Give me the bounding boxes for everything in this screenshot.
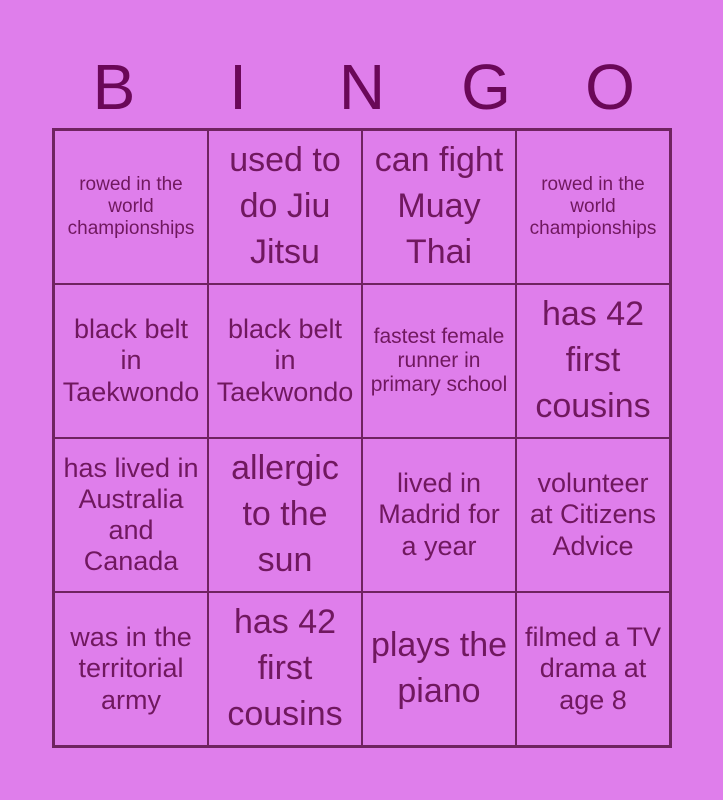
- bingo-cell-label: has 42 first cousins: [535, 295, 651, 425]
- bingo-cell-r3c3[interactable]: [362, 438, 516, 592]
- bingo-cell-label: black belt in Taekwondo: [62, 314, 200, 407]
- bingo-cell-label: rowed in the world championships: [67, 174, 195, 239]
- bingo-header: [52, 52, 672, 122]
- bingo-cell-r2c3[interactable]: [362, 284, 516, 438]
- bingo-cell-label: filmed a TV drama at age 8: [524, 622, 662, 715]
- bingo-cell-label: fastest female runner in primary school: [370, 324, 508, 397]
- bingo-cell-r4c4[interactable]: [516, 592, 670, 746]
- bingo-cell-label: lived in Madrid for a year: [378, 468, 500, 561]
- bingo-cell-r2c1[interactable]: [54, 284, 208, 438]
- bingo-cell-r4c1[interactable]: [54, 592, 208, 746]
- bingo-cell-r3c2[interactable]: [208, 438, 362, 592]
- bingo-cell-r3c1[interactable]: [54, 438, 208, 592]
- bingo-cell-r1c2[interactable]: [208, 130, 362, 284]
- bingo-cell-label: volunteer at Citizens Advice: [529, 468, 657, 561]
- bingo-cell-r4c3[interactable]: [362, 592, 516, 746]
- bingo-cell-label: used to do Jiu Jitsu: [229, 141, 341, 271]
- bingo-cell-label: plays the piano: [370, 626, 508, 710]
- bingo-cell-r2c2[interactable]: [208, 284, 362, 438]
- bingo-cell-r1c1[interactable]: [54, 130, 208, 284]
- bingo-cell-label: black belt in Taekwondo: [216, 314, 354, 407]
- header-letter-i: I: [229, 51, 247, 123]
- header-letter-n: N: [338, 51, 386, 123]
- bingo-cell-label: has 42 first cousins: [227, 603, 343, 733]
- bingo-cell-label: was in the territorial army: [70, 622, 192, 715]
- bingo-cell-r3c4[interactable]: [516, 438, 670, 592]
- header-letter-b: B: [92, 51, 136, 123]
- bingo-grid: [52, 128, 672, 748]
- bingo-cell-r1c4[interactable]: [516, 130, 670, 284]
- bingo-cell-label: can fight Muay Thai: [374, 141, 504, 271]
- bingo-cell-r2c4[interactable]: [516, 284, 670, 438]
- bingo-cell-label: rowed in the world championships: [529, 174, 657, 239]
- bingo-cell-label: allergic to the sun: [231, 449, 339, 579]
- header-letter-g: G: [461, 51, 511, 123]
- header-letter-o: O: [585, 51, 635, 123]
- bingo-cell-r4c2[interactable]: [208, 592, 362, 746]
- bingo-cell-label: has lived in Australia and Canada: [63, 452, 199, 577]
- bingo-cell-r1c3[interactable]: [362, 130, 516, 284]
